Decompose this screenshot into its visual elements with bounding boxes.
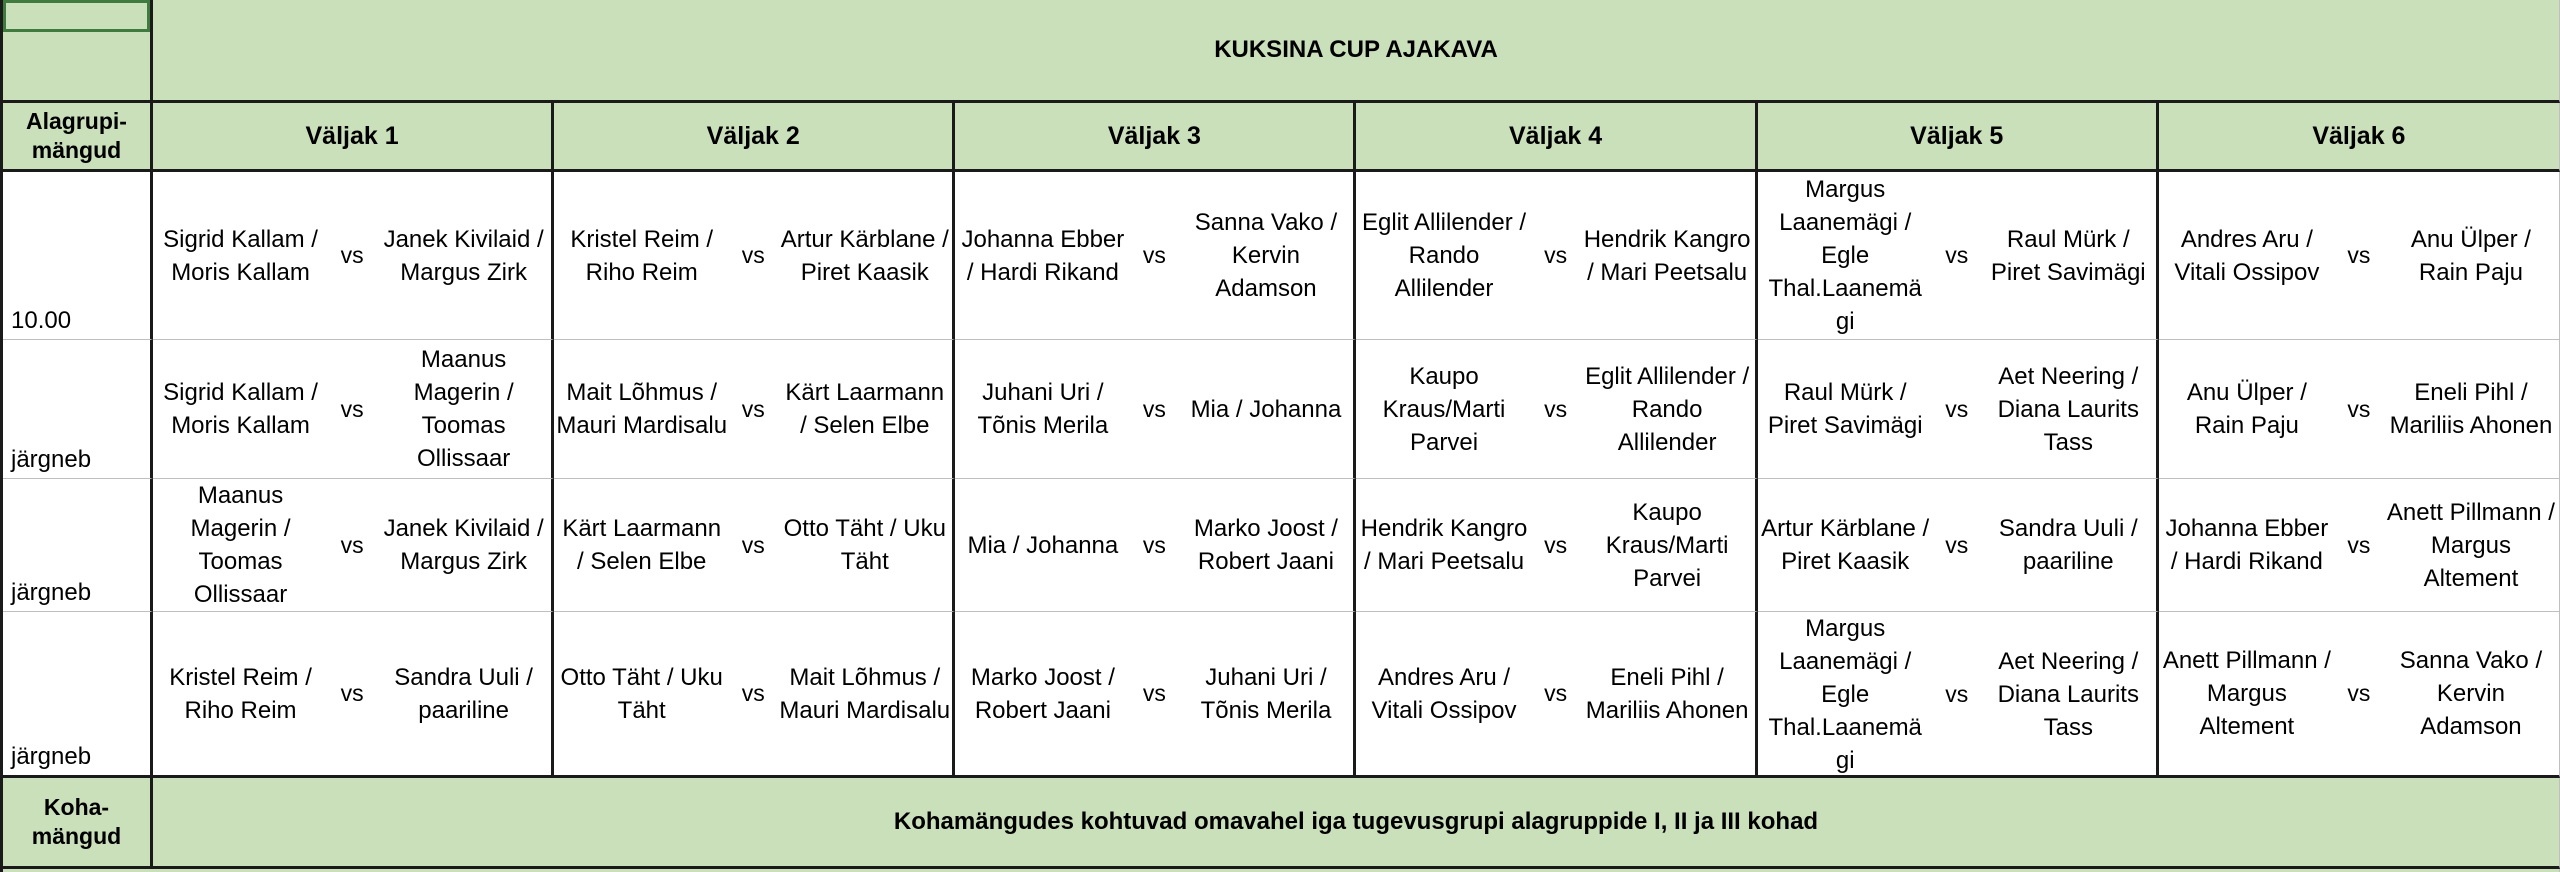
field-header: Väljak 1	[153, 103, 554, 172]
team-a: Raul Mürk / Piret Savimägi	[1767, 379, 1923, 439]
vs-label: vs	[340, 680, 364, 706]
team-b: Sanna Vako / Kervin Adamson	[1194, 209, 1338, 302]
vs-label: vs	[1945, 395, 1969, 422]
team-b: Eneli Pihl / Mariliis Ahonen	[2389, 379, 2553, 439]
team-b: Aet Neering / Diana Laurits Tass	[1997, 648, 2139, 741]
vs-label: vs	[2347, 242, 2371, 268]
team-a: Margus Laanemägi / Egle Thal.Laanemä gi	[1768, 615, 1922, 774]
field-header: Väljak 2	[554, 103, 955, 172]
team-a: Margus Laanemägi / Egle Thal.Laanemä gi	[1768, 176, 1922, 335]
team-a: Hendrik Kangro / Mari Peetsalu	[1360, 515, 1528, 575]
team-a: Sigrid Kallam / Moris Kallam	[163, 225, 318, 286]
vs-label: vs	[1544, 242, 1568, 268]
team-b: Sanna Vako / Kervin Adamson	[2399, 647, 2543, 740]
vs-label: vs	[1544, 680, 1568, 706]
team-b: Marko Joost / Robert Jaani	[1193, 515, 1338, 575]
team-b: Otto Täht / Uku Täht	[783, 515, 946, 575]
team-a: Mait Lõhmus / Mauri Mardisalu	[556, 379, 728, 439]
team-a: Johanna Ebber / Hardi Rikand	[2165, 515, 2329, 575]
team-a: Juhani Uri / Tõnis Merila	[977, 379, 1109, 439]
time-cell: 10.00	[3, 172, 153, 340]
schedule-title: KUKSINA CUP AJAKAVA	[153, 0, 2560, 103]
match-cell	[153, 172, 554, 340]
vs-label: vs	[1142, 531, 1166, 558]
team-a: Mia / Johanna	[967, 531, 1119, 559]
match-cell	[1356, 172, 1757, 340]
team-a: Eglit Allilender / Rando Allilender	[1361, 209, 1527, 302]
vs-label: vs	[340, 242, 364, 268]
match-cell	[955, 479, 1356, 612]
placement-games-text: Koha- mängud	[31, 794, 122, 849]
team-a: Johanna Ebber / Hardi Rikand	[961, 225, 1125, 286]
team-b: Maanus Magerin / Toomas Ollissaar	[413, 346, 514, 472]
corner-cell	[3, 0, 153, 103]
vs-label: vs	[1544, 531, 1568, 558]
field-header: Väljak 6	[2159, 103, 2560, 172]
field-header: Väljak 5	[1758, 103, 2159, 172]
team-b: Juhani Uri / Tõnis Merila	[1200, 663, 1332, 724]
placement-games-note: Kohamängudes kohtuvad omavahel iga tugevusgrupi alagruppide I, II ja III kohad	[153, 778, 2560, 869]
vs-label: vs	[741, 242, 765, 268]
vs-label: vs	[741, 531, 765, 558]
team-b: Mia / Johanna	[1190, 395, 1342, 423]
team-a: Andres Aru / Vitali Ossipov	[2174, 225, 2320, 286]
team-b: Kärt Laarmann / Selen Elbe	[785, 379, 945, 439]
team-b: Aet Neering / Diana Laurits Tass	[1997, 362, 2139, 456]
team-a: Kärt Laarmann / Selen Elbe	[562, 515, 722, 575]
vs-label: vs	[1142, 395, 1166, 422]
time-cell: järgneb	[3, 612, 153, 778]
vs-label: vs	[2347, 531, 2371, 558]
match-cell	[1356, 612, 1757, 778]
team-b: Anett Pillmann / Margus Altement	[2386, 498, 2555, 592]
match-cell	[554, 612, 955, 778]
field-header: Väljak 4	[1356, 103, 1757, 172]
match-cell	[554, 479, 955, 612]
team-b: Eneli Pihl / Mariliis Ahonen	[1585, 663, 1749, 724]
match-cell	[2159, 612, 2560, 778]
team-a: Kristel Reim / Riho Reim	[169, 663, 312, 724]
team-a: Artur Kärblane / Piret Kaasik	[1761, 515, 1930, 575]
vs-label: vs	[340, 395, 364, 422]
field-header: Väljak 3	[955, 103, 1356, 172]
team-b: Sandra Uuli / paariline	[394, 663, 533, 724]
vs-label: vs	[340, 531, 364, 558]
team-b: Eglit Allilender / Rando Allilender	[1585, 362, 1750, 456]
vs-label: vs	[1945, 242, 1969, 268]
vs-label: vs	[1945, 531, 1969, 558]
group-games-text: Alagrupi- mängud	[26, 108, 127, 163]
vs-label: vs	[2347, 680, 2371, 706]
match-cell	[554, 172, 955, 340]
match-cell	[1758, 340, 2159, 479]
vs-label: vs	[1544, 395, 1568, 422]
team-b: Janek Kivilaid / Margus Zirk	[383, 515, 544, 575]
match-cell	[1758, 479, 2159, 612]
match-cell	[153, 479, 554, 612]
vs-label: vs	[1142, 242, 1166, 268]
placement-games-label	[3, 778, 153, 869]
team-a: Anett Pillmann / Margus Altement	[2162, 647, 2331, 740]
match-cell	[955, 172, 1356, 340]
match-cell	[1356, 340, 1757, 479]
team-b: Raul Mürk / Piret Savimägi	[1990, 225, 2146, 286]
vs-label: vs	[1142, 680, 1166, 706]
time-cell: järgneb	[3, 479, 153, 612]
vs-label: vs	[2347, 395, 2371, 422]
match-cell	[153, 340, 554, 479]
selected-cell[interactable]	[3, 0, 150, 32]
match-cell	[153, 612, 554, 778]
team-b: Sandra Uuli / paariline	[1998, 515, 2138, 575]
vs-label: vs	[741, 680, 765, 706]
match-cell	[2159, 172, 2560, 340]
match-cell	[2159, 479, 2560, 612]
team-b: Kaupo Kraus/Marti Parvei	[1605, 498, 1729, 592]
match-cell	[955, 612, 1356, 778]
team-a: Otto Täht / Uku Täht	[560, 663, 723, 724]
match-cell	[554, 340, 955, 479]
vs-label: vs	[1945, 681, 1969, 707]
team-b: Artur Kärblane / Piret Kaasik	[780, 225, 949, 286]
match-cell	[1356, 479, 1757, 612]
team-a: Maanus Magerin / Toomas Ollissaar	[190, 482, 291, 608]
team-b: Hendrik Kangro / Mari Peetsalu	[1583, 225, 1751, 286]
team-a: Kristel Reim / Riho Reim	[570, 225, 714, 286]
team-b: Anu Ülper / Rain Paju	[2410, 225, 2531, 286]
match-cell	[1758, 612, 2159, 778]
match-cell	[1758, 172, 2159, 340]
team-a: Marko Joost / Robert Jaani	[970, 663, 1115, 724]
team-a: Sigrid Kallam / Moris Kallam	[163, 379, 318, 439]
team-b: Mait Lõhmus / Mauri Mardisalu	[779, 663, 951, 724]
vs-label: vs	[741, 395, 765, 422]
group-games-label	[3, 103, 153, 172]
time-cell: järgneb	[3, 340, 153, 479]
team-a: Andres Aru / Vitali Ossipov	[1371, 663, 1517, 724]
match-cell	[955, 340, 1356, 479]
match-cell	[2159, 340, 2560, 479]
team-a: Anu Ülper / Rain Paju	[2186, 379, 2307, 439]
team-b: Janek Kivilaid / Margus Zirk	[383, 225, 544, 286]
team-a: Kaupo Kraus/Marti Parvei	[1382, 362, 1506, 456]
